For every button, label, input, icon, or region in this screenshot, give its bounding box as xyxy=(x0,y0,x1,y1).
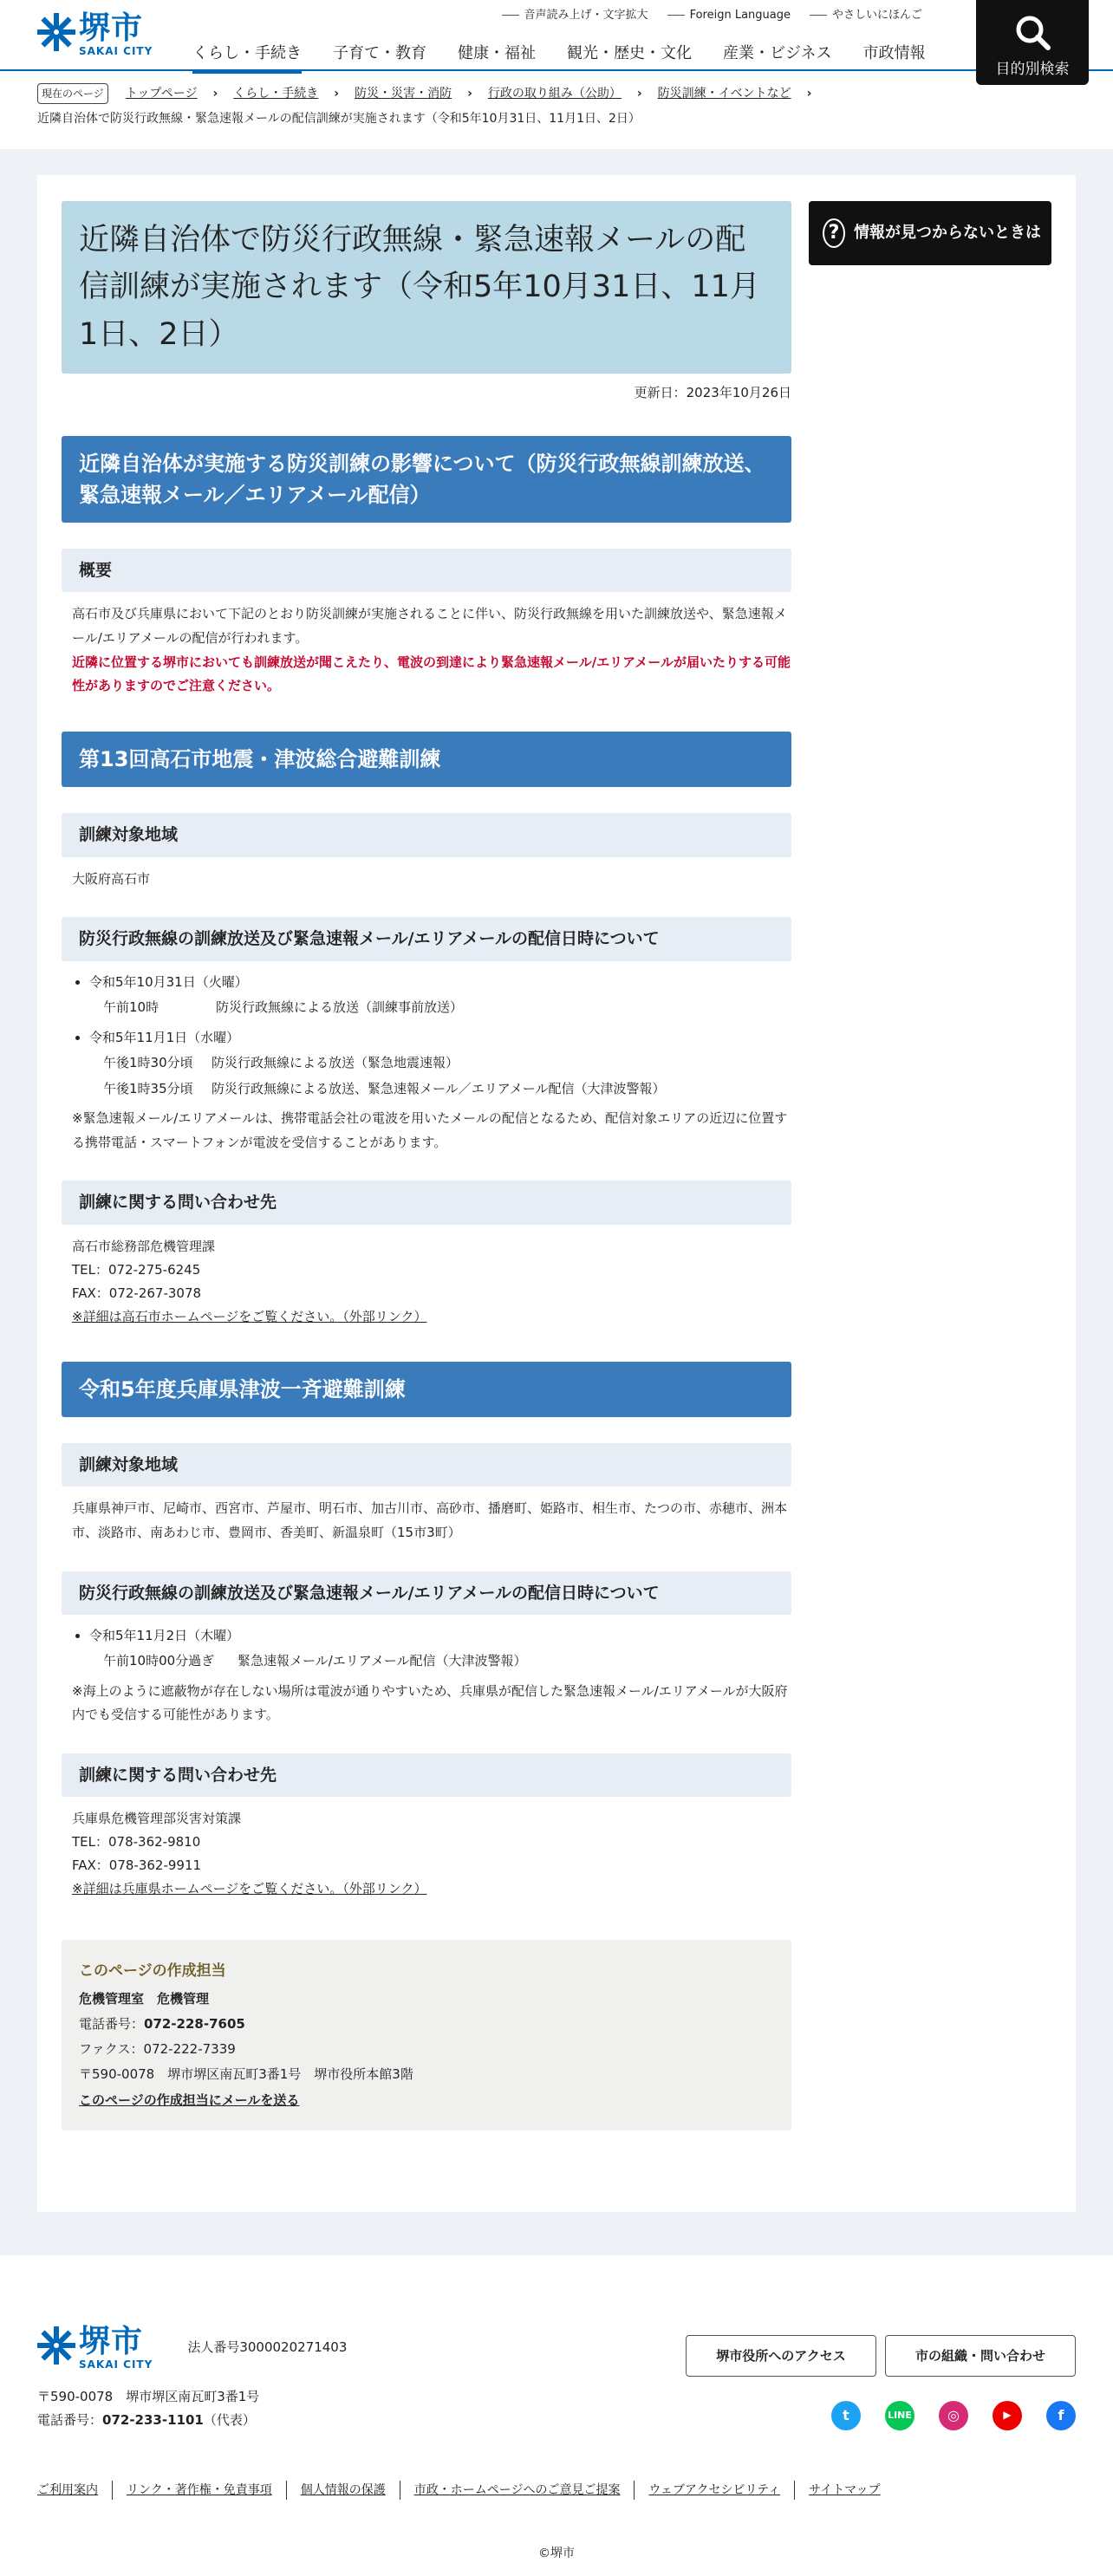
footer-link-sitemap[interactable]: サイトマップ xyxy=(794,2481,894,2500)
contact-block: 高石市総務部危機管理課 TEL：072-275-6245 FAX：072-267-3078 ※詳細は高石市ホームページをご覧ください。（外部リンク） xyxy=(72,1238,427,1324)
section-heading-intro: 近隣自治体が実施する防災訓練の影響について（防災行政無線訓練放送、緊急速報メール／エリアメール配信） xyxy=(62,436,791,523)
subheading-schedule: 防災行政無線の訓練放送及び緊急速報メール/エリアメールの配信日時について xyxy=(62,917,791,960)
breadcrumb-link-event[interactable]: 防災訓練・イベントなど xyxy=(657,86,791,101)
subheading-schedule: 防災行政無線の訓練放送及び緊急速報メール/エリアメールの配信日時について xyxy=(62,1571,791,1615)
chevron-right-icon: › xyxy=(334,86,340,101)
nav-item-sangyo[interactable]: 産業・ビジネス xyxy=(723,44,832,62)
search-icon xyxy=(1014,14,1051,50)
breadcrumb-link-kurashi[interactable]: くらし・手続き xyxy=(233,86,319,101)
help-button[interactable] xyxy=(809,201,1051,265)
list-item: • 令和5年11月2日（木曜） 午前10時00分過ぎ 緊急速報メール/エリアメール配信（大津波警報） xyxy=(89,1623,791,1675)
nav-item-kosodate[interactable]: 子育て・教育 xyxy=(333,44,426,62)
footer-link-accessibility[interactable]: ウェブアクセシビリティ xyxy=(634,2481,794,2500)
section-heading-takaishi: 第13回高石市地震・津波総合避難訓練 xyxy=(62,732,791,787)
breadcrumb-here-label: 現在のページ xyxy=(37,83,108,104)
updated-date: 更新日：2023年10月26日 xyxy=(634,384,791,400)
author-title: このページの作成担当 xyxy=(79,1962,226,1981)
line-icon[interactable]: LINE xyxy=(885,2401,914,2430)
schedule-note: ※海上のように遮蔽物が存在しない場所は電波が通りやすいため、兵庫県が配信した緊急速報メール/エリアメールが大阪府内でも受信する可能性があります。 xyxy=(72,1682,788,1723)
footer-tel: 電話番号：072-233-1101（代表） xyxy=(37,2412,256,2428)
instagram-icon[interactable]: ◎ xyxy=(939,2401,968,2430)
footer-link-opinion[interactable]: 市政・ホームページへのご意見ご提案 xyxy=(400,2481,635,2500)
chevron-right-icon: › xyxy=(467,86,472,101)
util-link-foreign[interactable]: Foreign Language xyxy=(667,7,791,25)
breadcrumb xyxy=(0,71,1113,149)
youtube-icon[interactable]: ▶ xyxy=(993,2401,1022,2430)
search-label: 目的別検索 xyxy=(995,61,1070,78)
breadcrumb-link-kojo[interactable]: 行政の取り組み（公助） xyxy=(487,86,622,101)
page-title: 近隣自治体で防災行政無線・緊急速報メールの配信訓練が実施されます（令和5年10月31日、11月1日、2日） xyxy=(62,201,791,374)
page-author-box xyxy=(62,1940,791,2130)
nav-item-kanko[interactable]: 観光・歴史・文化 xyxy=(567,44,692,62)
chevron-right-icon: › xyxy=(806,86,812,101)
subheading-contact: 訓練に関する問い合わせ先 xyxy=(62,1753,791,1797)
nav-item-kenko[interactable]: 健康・福祉 xyxy=(458,44,536,62)
nav-item-kurashi[interactable]: くらし・手続き xyxy=(192,42,302,74)
section-heading-hyogo: 令和5年度兵庫県津波一斉避難訓練 xyxy=(62,1362,791,1417)
list-item: • 令和5年11月1日（水曜） 午後1時30分頃 防災行政無線による放送（緊急地震速報） 午後1時35分頃 防災行政無線による放送、緊急速報メール／エリアメール配信（大津波警報） xyxy=(89,1025,791,1102)
breadcrumb-current: 近隣自治体で防災行政無線・緊急速報メールの配信訓練が実施されます（令和5年10月31日、11月1日、2日） xyxy=(37,112,641,126)
footer-link-copyright[interactable]: リンク・著作権・免責事項 xyxy=(112,2481,286,2500)
author-tel: 電話番号：072-228-7605 xyxy=(79,2015,245,2032)
external-link-hyogo[interactable]: ※詳細は兵庫県ホームページをご覧ください。（外部リンク） xyxy=(72,1881,427,1897)
twitter-icon[interactable]: t xyxy=(831,2401,861,2430)
overview-text: 高石市及び兵庫県において下記のとおり防災訓練が実施されることに伴い、防災行政無線を用いた訓練放送や、緊急速報メール/エリアメールの配信が行われます。 xyxy=(72,606,787,646)
sakai-logo-icon xyxy=(37,2325,75,2366)
logo-kanji: 堺市 xyxy=(79,10,144,46)
author-dept: 危機管理室 危機管理 xyxy=(79,1990,210,2007)
subheading-area: 訓練対象地域 xyxy=(62,1443,791,1486)
external-link-takaishi[interactable]: ※詳細は高石市ホームページをご覧ください。（外部リンク） xyxy=(72,1308,427,1324)
area-text: 兵庫県神戸市、尼崎市、西宮市、芦屋市、明石市、加古川市、高砂市、播磨町、姫路市、相生市、たつの市、赤穂市、洲本市、淡路市、南あわじ市、豊岡市、香美町、新温泉町（15市3町） xyxy=(72,1500,788,1540)
schedule-list xyxy=(62,970,791,1102)
article xyxy=(62,201,791,2173)
util-link-reader[interactable]: 音声読み上げ・文字拡大 xyxy=(502,7,648,25)
schedule-list xyxy=(62,1623,791,1675)
question-icon: ? xyxy=(823,218,845,248)
breadcrumb-link-bosai[interactable]: 防災・災害・消防 xyxy=(355,86,452,101)
chevron-right-icon: › xyxy=(212,86,218,101)
help-label: 情報が見つからないときは xyxy=(854,223,1041,242)
global-nav xyxy=(192,42,925,74)
footer-links xyxy=(37,2481,895,2500)
access-button[interactable]: 堺市役所へのアクセス xyxy=(686,2335,876,2377)
corporate-number: 法人番号3000020271403 xyxy=(187,2339,348,2355)
footer-logo[interactable]: 堺市 SAKAI CITY xyxy=(37,2325,153,2370)
util-link-easy-japanese[interactable]: やさしいにほんご xyxy=(810,7,922,25)
site-logo[interactable] xyxy=(37,11,153,56)
breadcrumb-link-top[interactable]: トップページ xyxy=(125,86,198,101)
subheading-contact: 訓練に関する問い合わせ先 xyxy=(62,1181,791,1224)
author-address: 〒590-0078 堺市堺区南瓦町3番1号 堺市役所本館3階 xyxy=(79,2066,413,2083)
footer-address: 〒590-0078 堺市堺区南瓦町3番1号 xyxy=(37,2389,260,2404)
author-fax: ファクス：072-222-7339 xyxy=(79,2041,236,2058)
facebook-icon[interactable]: f xyxy=(1046,2401,1076,2430)
purpose-search-button[interactable] xyxy=(976,0,1089,85)
site-footer xyxy=(0,2255,1113,2576)
schedule-note: ※緊急速報メール/エリアメールは、携帯電話会社の電波を用いたメールの配信となるため、配信対象エリアの近辺に位置する携帯電話・スマートフォンが電波を受信することがあります。 xyxy=(72,1109,788,1150)
sakai-logo-icon xyxy=(37,11,75,53)
sidebar xyxy=(809,201,1051,2173)
main-area xyxy=(0,149,1113,2255)
footer-link-guide[interactable]: ご利用案内 xyxy=(37,2483,98,2497)
organization-button[interactable]: 市の組織・問い合わせ xyxy=(885,2335,1076,2377)
utility-links xyxy=(502,7,922,25)
social-links xyxy=(831,2401,1076,2430)
contact-block: 兵庫県危機管理部災害対策課 TEL：078-362-9810 FAX：078-362-9911 ※詳細は兵庫県ホームページをご覧ください。（外部リンク） xyxy=(72,1811,427,1897)
subheading-overview: 概要 xyxy=(62,549,791,592)
copyright: ©堺市 xyxy=(538,2547,575,2560)
logo-en: SAKAI CITY xyxy=(79,45,153,57)
nav-item-shisei[interactable]: 市政情報 xyxy=(862,44,926,62)
area-text: 大阪府高石市 xyxy=(72,870,151,887)
subheading-area: 訓練対象地域 xyxy=(62,813,791,856)
chevron-right-icon: › xyxy=(636,86,642,101)
author-mail-link[interactable]: このページの作成担当にメールを送る xyxy=(79,2091,300,2108)
footer-link-privacy[interactable]: 個人情報の保護 xyxy=(286,2481,400,2500)
overview-warning: 近隣に位置する堺市においても訓練放送が聞こえたり、電波の到達により緊急速報メール/エリアメールが届いたりする可能性がありますのでご注意ください。 xyxy=(72,654,791,694)
site-header xyxy=(0,0,1113,78)
list-item: • 令和5年10月31日（火曜） 午前10時 防災行政無線による放送（訓練事前放送） xyxy=(89,970,791,1021)
